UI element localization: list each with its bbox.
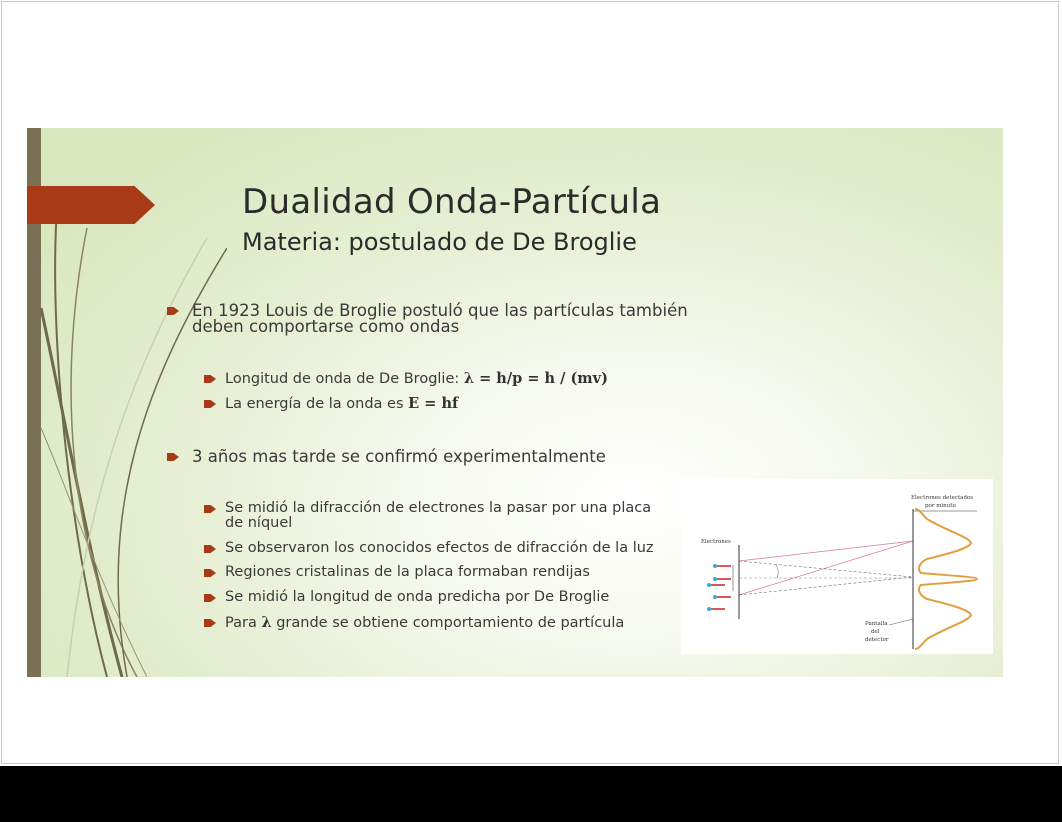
debroglie-formula: λ = h/p = h / (mv) bbox=[463, 370, 608, 387]
bullet-2e bbox=[225, 615, 624, 631]
bullet-1b bbox=[225, 396, 458, 412]
bullet-1a-text: Longitud de onda de De Broglie: bbox=[225, 371, 460, 387]
slide-subtitle: Materia: postulado de De Broglie bbox=[242, 228, 637, 256]
bullet-2e-pre: Para bbox=[225, 615, 257, 631]
figure-label-pantalla-3: detector bbox=[865, 637, 889, 643]
diffraction-figure bbox=[681, 479, 993, 654]
bullet-1a bbox=[225, 371, 608, 387]
bullet-2c: Regiones cristalinas de la placa formaban rendijas bbox=[225, 564, 590, 580]
bullet-1b-text: La energía de la onda es bbox=[225, 396, 404, 412]
intensity-curve bbox=[915, 509, 977, 649]
lambda-symbol: λ bbox=[261, 614, 272, 631]
figure-label-detectados-2: por minuto bbox=[925, 503, 956, 509]
bottom-black-bar bbox=[0, 766, 1062, 822]
bullet-2a-line-2: de níquel bbox=[225, 515, 293, 531]
bullet-1-line-2: deben comportarse como ondas bbox=[192, 317, 460, 336]
bullet-2d: Se midió la longitud de onda predicha por De Broglie bbox=[225, 589, 610, 605]
figure-label-detectados-1: Electrones detectados bbox=[911, 495, 974, 501]
figure-label-electrones: Electrones bbox=[701, 539, 731, 545]
bullet-2a-line-1: Se midió la difracción de electrones la pasar por una placa bbox=[225, 500, 652, 516]
bullet-2b: Se observaron los conocidos efectos de difracción de la luz bbox=[225, 540, 654, 556]
electron-arrows bbox=[707, 564, 731, 611]
figure-label-pantalla-1: Pantalla bbox=[865, 621, 888, 627]
title-flag bbox=[27, 186, 155, 224]
bullet-1-line-1: En 1923 Louis de Broglie postuló que las partículas también bbox=[192, 301, 688, 320]
energy-formula: E = hf bbox=[408, 395, 459, 412]
slide-title: Dualidad Onda-Partícula bbox=[242, 182, 662, 222]
figure-label-pantalla-2: del bbox=[871, 629, 880, 635]
diffraction-diagram bbox=[681, 479, 993, 654]
slide bbox=[27, 128, 1003, 677]
bullet-2: 3 años mas tarde se confirmó experimentalmente bbox=[192, 447, 606, 466]
bullet-2e-post: grande se obtiene comportamiento de partícula bbox=[276, 615, 625, 631]
